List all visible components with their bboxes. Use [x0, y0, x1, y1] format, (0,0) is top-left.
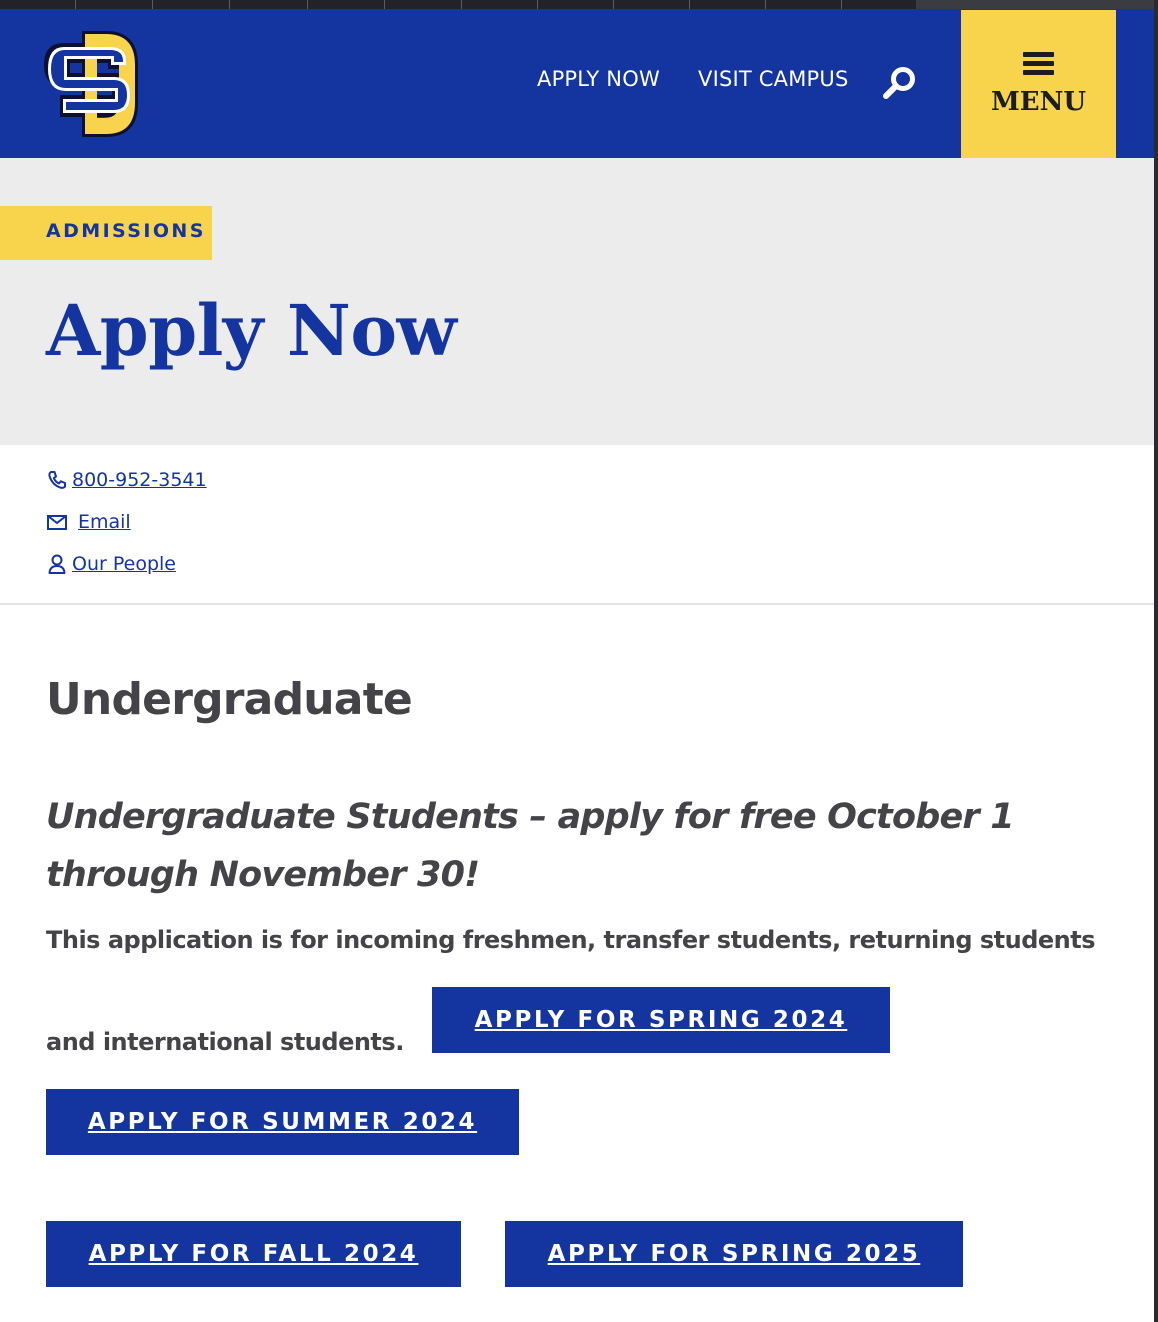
email-link[interactable]: Email: [78, 511, 131, 533]
nav-visit-campus[interactable]: VISIT CAMPUS: [698, 67, 849, 91]
hamburger-icon: [1023, 52, 1054, 76]
site-header: [0, 9, 1154, 158]
contact-people: [46, 553, 176, 575]
nav-apply-now[interactable]: APPLY NOW: [537, 67, 660, 91]
apply-spring-2024-button[interactable]: APPLY FOR SPRING 2024: [432, 987, 890, 1053]
apply-fall-2024-button[interactable]: APPLY FOR FALL 2024: [46, 1221, 461, 1287]
application-description: This application is for incoming freshmen, transfer students, returning students: [46, 926, 1096, 954]
search-icon: [880, 63, 920, 103]
free-application-promo: Undergraduate Students – apply for free October 1 through November 30!: [46, 797, 1014, 895]
university-logo[interactable]: [34, 25, 144, 141]
envelope-icon: [46, 511, 68, 533]
section-tag[interactable]: [0, 206, 212, 260]
page-hero: [0, 158, 1154, 445]
phone-icon: [46, 469, 68, 491]
contact-phone: [46, 469, 207, 491]
undergraduate-heading: Undergraduate: [46, 674, 412, 725]
section-tag-label: ADMISSIONS: [46, 220, 206, 242]
menu-label: MENU: [990, 87, 1087, 117]
contact-email: [46, 511, 131, 533]
section-divider: [0, 603, 1154, 605]
browser-top-strip: [0, 0, 1158, 9]
menu-button[interactable]: [961, 10, 1116, 158]
window-edge: [1154, 0, 1158, 1322]
phone-link[interactable]: 800-952-3541: [72, 469, 207, 491]
apply-spring-2025-button[interactable]: APPLY FOR SPRING 2025: [505, 1221, 963, 1287]
search-button[interactable]: [880, 63, 920, 103]
page-title: Apply Now: [46, 289, 457, 372]
apply-summer-2024-button[interactable]: APPLY FOR SUMMER 2024: [46, 1089, 519, 1155]
application-description-cont: and international students.: [46, 1028, 404, 1056]
people-link[interactable]: Our People: [72, 553, 176, 575]
person-icon: [46, 553, 68, 575]
